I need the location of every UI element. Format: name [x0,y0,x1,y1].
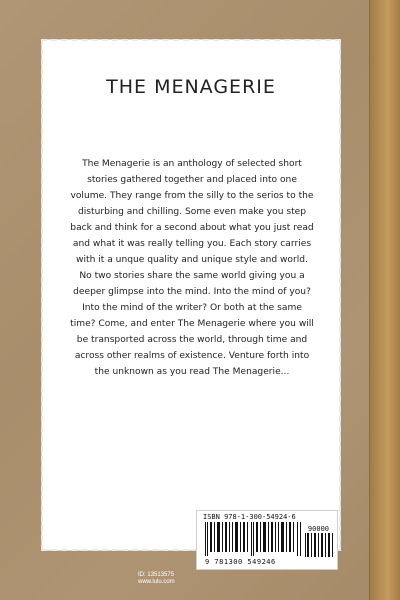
addon-barcode-icon [305,533,333,557]
barcode-icon [205,522,303,556]
printer-id: ID: 13513575 [138,572,175,578]
barcode-label [196,510,338,570]
book-blurb: The Menagerie is an anthology of selected short stories gathered together and placed into one volume. They range from the silly to the serios to the disturbing and chilling. Some even make you step back and think for a second about what you just read and what it was really telling you. Each story carries with it a unque quality and unique style and world. No two stories share the same world giving you a deeper glimpse into the mind. Into the mind of you? Into the mind of the writer? Or both at the same time? Come, and enter The Menagerie where you will be transported across the world, through time and across other realms of existence. Venture forth into the unknown as you read The Menagerie... [70,159,314,377]
barcode-digits: 9 781300 549246 [205,558,276,566]
spine-edge [369,0,400,600]
printer-site: www.lulu.com [138,579,175,585]
printer-info [138,572,175,586]
book-title: THE MENAGERIE [106,76,276,98]
isbn-text: ISBN 978-1-300-54924-6 [203,513,296,521]
price-code: 90000 [307,525,329,533]
text-panel [42,40,340,550]
